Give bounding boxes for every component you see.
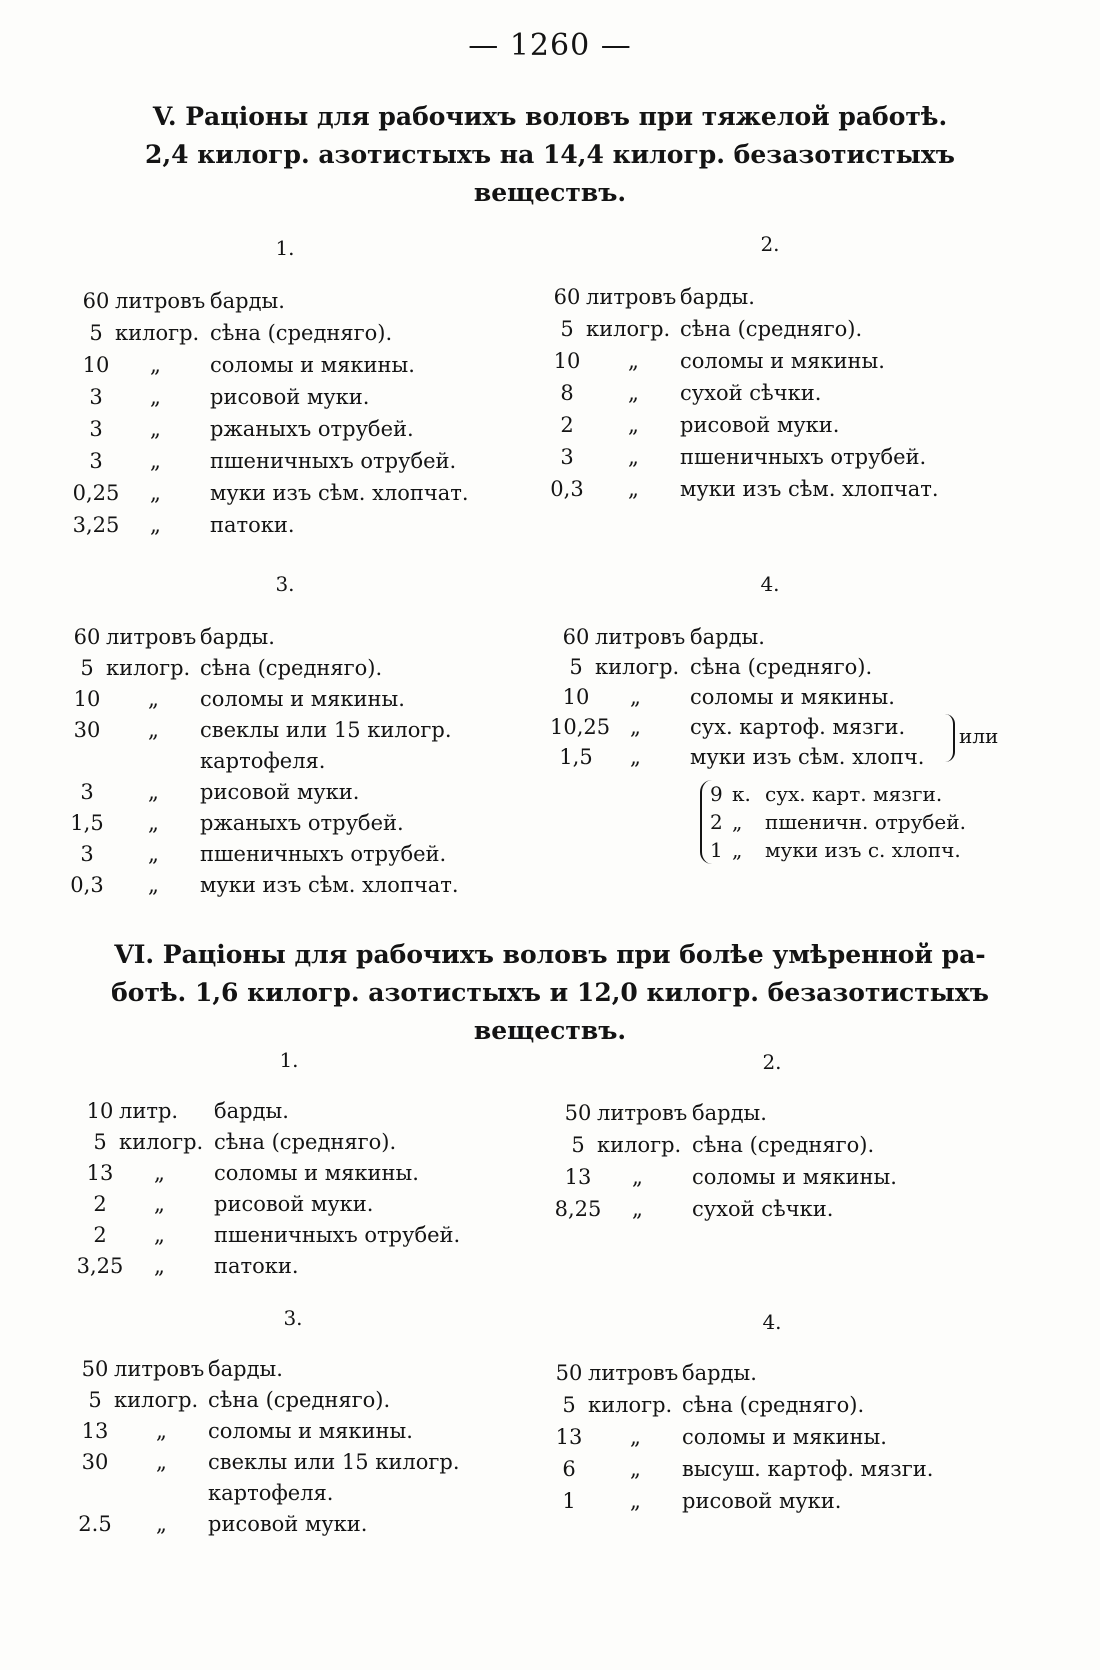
quantity: 3	[80, 842, 94, 866]
ration-line	[70, 350, 520, 380]
ingredient: картофеля.	[200, 749, 326, 773]
ration-line	[550, 712, 1010, 742]
ingredient: рисовой муки.	[682, 1489, 842, 1513]
ration-line	[70, 446, 520, 476]
section-5-title-line-1: V. Раціоны для рабочихъ воловъ при тяжелой работѣ.	[152, 102, 948, 131]
ingredient: пшеничныхъ отрубей.	[210, 449, 457, 473]
section-5-title-line-2: 2,4 килогр. азотистыхъ на 14,4 килогр. безазотистыхъ	[145, 140, 955, 169]
quantity: 0,25	[72, 481, 120, 505]
ration-line	[552, 1454, 1012, 1484]
ingredient: барды.	[200, 625, 275, 649]
unit: литр.	[119, 1099, 179, 1123]
unit: килогр.	[106, 656, 191, 680]
ration-line	[78, 1354, 528, 1384]
quantity: 60	[562, 625, 590, 649]
quantity: 5	[562, 1393, 576, 1417]
ingredient: пшеничн. отрубей.	[765, 810, 966, 834]
unit: литровъ	[588, 1361, 679, 1385]
ingredient: сухой сѣчки.	[692, 1197, 834, 1221]
ingredient: пшеничныхъ отрубей.	[214, 1223, 461, 1247]
ration-line	[74, 1189, 524, 1219]
ingredient: сѣна (средняго).	[690, 655, 873, 679]
quantity: 3	[89, 449, 103, 473]
ingredient: барды.	[682, 1361, 757, 1385]
quantity: 5	[93, 1130, 107, 1154]
or-label: или	[959, 724, 999, 748]
quantity: 13	[86, 1161, 114, 1185]
quantity: 30	[81, 1450, 109, 1474]
alternative-line	[710, 780, 1010, 808]
quantity: 1	[562, 1489, 576, 1513]
ingredient: рисовой муки.	[210, 385, 370, 409]
ration-line	[550, 410, 1010, 440]
ingredient: патоки.	[214, 1254, 299, 1278]
quantity: 2.5	[78, 1512, 112, 1536]
ration-line	[550, 742, 1010, 772]
quantity: 5	[569, 655, 583, 679]
ingredient: ржаныхъ отрубей.	[200, 811, 404, 835]
unit: литровъ	[106, 625, 197, 649]
quantity: 5	[571, 1133, 585, 1157]
ration-number: 2.	[762, 1050, 782, 1074]
ration-line	[70, 382, 520, 412]
ingredient: муки изъ сѣм. хлопчат.	[680, 477, 939, 501]
ingredient: сѣна (средняго).	[214, 1130, 397, 1154]
quantity: 9	[710, 782, 723, 806]
ingredient: рисовой муки.	[200, 780, 360, 804]
ration-line	[552, 1194, 1012, 1224]
quantity: 60	[82, 289, 110, 313]
ingredient: сѣна (средняго).	[210, 321, 393, 345]
ration-line	[552, 1422, 1012, 1452]
ingredient: барды.	[208, 1357, 283, 1381]
unit: „	[150, 449, 161, 473]
ingredient: сѣна (средняго).	[692, 1133, 875, 1157]
unit: литровъ	[595, 625, 686, 649]
ingredient: сѣна (средняго).	[208, 1388, 391, 1412]
quantity: 5	[88, 1388, 102, 1412]
unit: килогр.	[119, 1130, 204, 1154]
quantity: 10	[562, 685, 590, 709]
ingredient: муки изъ с. хлопч.	[765, 838, 961, 862]
unit: „	[156, 1450, 167, 1474]
ration-line	[70, 715, 520, 745]
alternative-mix	[700, 780, 1010, 864]
unit: килогр.	[588, 1393, 673, 1417]
ingredient: ржаныхъ отрубей.	[210, 417, 414, 441]
ration-number: 3.	[283, 1306, 303, 1330]
quantity: 10	[73, 687, 101, 711]
ration-number: 4.	[762, 1310, 782, 1334]
unit: „	[732, 838, 743, 862]
quantity: 2	[93, 1192, 107, 1216]
quantity: 10	[82, 353, 110, 377]
ration-line	[74, 1127, 524, 1157]
ingredient: рисовой муки.	[208, 1512, 368, 1536]
unit: килогр.	[586, 317, 671, 341]
ingredient: соломы и мякины.	[680, 349, 885, 373]
unit: к.	[732, 782, 751, 806]
quantity: 3	[80, 780, 94, 804]
quantity: 10	[86, 1099, 114, 1123]
unit: килогр.	[597, 1133, 682, 1157]
ingredient: свеклы или 15 килогр.	[208, 1450, 460, 1474]
ingredient: рисовой муки.	[680, 413, 840, 437]
ingredient: барды.	[692, 1101, 767, 1125]
ingredient: соломы и мякины.	[208, 1419, 413, 1443]
quantity: 3	[89, 385, 103, 409]
quantity: 3	[89, 417, 103, 441]
unit: „	[150, 417, 161, 441]
ration-line	[550, 314, 1010, 344]
unit: „	[154, 1254, 165, 1278]
ingredient: соломы и мякины.	[214, 1161, 419, 1185]
ingredient: высуш. картоф. мязги.	[682, 1457, 934, 1481]
ration-line	[70, 653, 520, 683]
section5-ration-1	[70, 236, 520, 596]
ingredient: свеклы или 15 килогр.	[200, 718, 452, 742]
quantity: 10,25	[550, 715, 611, 739]
section5-ration-4	[550, 572, 1010, 932]
quantity: 2	[560, 413, 574, 437]
unit: „	[148, 780, 159, 804]
ration-line	[70, 318, 520, 348]
ingredient: пшеничныхъ отрубей.	[680, 445, 927, 469]
quantity: 8,25	[554, 1197, 602, 1221]
ingredient: соломы и мякины.	[692, 1165, 897, 1189]
ration-line	[74, 1220, 524, 1250]
ration-line	[552, 1486, 1012, 1516]
ration-line	[78, 1478, 528, 1508]
ingredient: сѣна (средняго).	[682, 1393, 865, 1417]
quantity: 60	[553, 285, 581, 309]
unit: „	[630, 1489, 641, 1513]
unit: литровъ	[114, 1357, 205, 1381]
ration-line	[550, 622, 1010, 652]
ingredient: сух. карт. мязги.	[765, 782, 943, 806]
quantity: 5	[560, 317, 574, 341]
ration-line	[550, 474, 1010, 504]
quantity: 10	[553, 349, 581, 373]
ration-line	[550, 346, 1010, 376]
quantity: 50	[555, 1361, 583, 1385]
ration-line	[74, 1096, 524, 1126]
ration-line	[552, 1098, 1012, 1128]
quantity: 2	[710, 810, 723, 834]
ration-line	[552, 1162, 1012, 1192]
unit: „	[150, 353, 161, 377]
unit: „	[150, 481, 161, 505]
quantity: 3	[560, 445, 574, 469]
ration-line	[550, 652, 1010, 682]
quantity: 0,3	[70, 873, 104, 897]
unit: „	[628, 445, 639, 469]
unit: „	[632, 1165, 643, 1189]
unit: „	[630, 715, 641, 739]
brace-mark	[945, 714, 955, 762]
ration-line	[78, 1416, 528, 1446]
quantity: 13	[555, 1425, 583, 1449]
section6-ration-3	[78, 1306, 528, 1666]
ingredient: муки изъ сѣм. хлопчат.	[210, 481, 469, 505]
ration-line	[70, 808, 520, 838]
ingredient: сухой сѣчки.	[680, 381, 822, 405]
quantity: 1,5	[70, 811, 104, 835]
ingredient: соломы и мякины.	[682, 1425, 887, 1449]
alternative-line	[710, 836, 1010, 864]
ration-line	[70, 414, 520, 444]
unit: килогр.	[595, 655, 680, 679]
ration-line	[70, 777, 520, 807]
unit: „	[154, 1192, 165, 1216]
unit: „	[148, 811, 159, 835]
ingredient: картофеля.	[208, 1481, 334, 1505]
ingredient: муки изъ сѣм. хлопч.	[690, 745, 925, 769]
ration-line	[78, 1509, 528, 1539]
ingredient: сѣна (средняго).	[200, 656, 383, 680]
ration-number: 2.	[760, 232, 780, 256]
quantity: 60	[73, 625, 101, 649]
ration-number: 1.	[275, 236, 295, 260]
ration-line	[74, 1158, 524, 1188]
ration-line	[70, 622, 520, 652]
section-6-title-line-3: веществъ.	[473, 1016, 627, 1045]
ration-line	[550, 442, 1010, 472]
quantity: 13	[81, 1419, 109, 1443]
unit: „	[632, 1197, 643, 1221]
quantity: 3,25	[76, 1254, 124, 1278]
unit: „	[628, 349, 639, 373]
unit: „	[628, 477, 639, 501]
unit: „	[156, 1419, 167, 1443]
ration-line	[550, 378, 1010, 408]
unit: литровъ	[115, 289, 206, 313]
ration-line	[74, 1251, 524, 1281]
quantity: 30	[73, 718, 101, 742]
ration-line	[78, 1385, 528, 1415]
ration-number: 3.	[275, 572, 295, 596]
ration-line	[552, 1358, 1012, 1388]
unit: „	[630, 745, 641, 769]
ration-number: 4.	[760, 572, 780, 596]
section5-ration-3	[70, 572, 520, 932]
quantity: 6	[562, 1457, 576, 1481]
quantity: 0,3	[550, 477, 584, 501]
ingredient: соломы и мякины.	[690, 685, 895, 709]
quantity: 50	[564, 1101, 592, 1125]
ingredient: барды.	[680, 285, 755, 309]
unit: килогр.	[115, 321, 200, 345]
quantity: 3,25	[72, 513, 120, 537]
ingredient: соломы и мякины.	[200, 687, 405, 711]
unit: литровъ	[597, 1101, 688, 1125]
unit: „	[630, 1457, 641, 1481]
ration-line	[70, 478, 520, 508]
unit: килогр.	[114, 1388, 199, 1412]
quantity: 5	[89, 321, 103, 345]
ingredient: барды.	[214, 1099, 289, 1123]
unit: „	[148, 873, 159, 897]
page-number: — 1260 —	[468, 28, 632, 63]
unit: „	[628, 381, 639, 405]
section-6-title-line-2: ботѣ. 1,6 килогр. азотистыхъ и 12,0 килогр. безазотистыхъ	[111, 978, 989, 1007]
ingredient: муки изъ сѣм. хлопчат.	[200, 873, 459, 897]
unit: „	[732, 810, 743, 834]
unit: „	[150, 385, 161, 409]
unit: литровъ	[586, 285, 677, 309]
unit: „	[150, 513, 161, 537]
unit: „	[148, 718, 159, 742]
quantity: 13	[564, 1165, 592, 1189]
ration-line	[70, 684, 520, 714]
unit: „	[156, 1512, 167, 1536]
quantity: 1,5	[559, 745, 593, 769]
quantity: 1	[710, 838, 723, 862]
ration-line	[70, 286, 520, 316]
ingredient: патоки.	[210, 513, 295, 537]
ration-line	[552, 1390, 1012, 1420]
ingredient: пшеничныхъ отрубей.	[200, 842, 447, 866]
ration-line	[70, 870, 520, 900]
ration-line	[70, 746, 520, 776]
quantity: 5	[80, 656, 94, 680]
quantity: 2	[93, 1223, 107, 1247]
unit: „	[154, 1161, 165, 1185]
ration-line	[70, 839, 520, 869]
ration-line	[70, 510, 520, 540]
ration-number: 1.	[279, 1048, 299, 1072]
ingredient: соломы и мякины.	[210, 353, 415, 377]
ingredient: сѣна (средняго).	[680, 317, 863, 341]
section-5-title-line-3: веществъ.	[473, 178, 627, 207]
unit: „	[148, 687, 159, 711]
ingredient: рисовой муки.	[214, 1192, 374, 1216]
unit: „	[148, 842, 159, 866]
ration-line	[550, 282, 1010, 312]
ration-line	[78, 1447, 528, 1477]
section5-ration-2	[550, 232, 1010, 592]
ingredient: сух. картоф. мязги.	[690, 715, 906, 739]
unit: „	[154, 1223, 165, 1247]
section-6-title-line-1: VI. Раціоны для рабочихъ воловъ при болѣе умѣренной ра-	[114, 940, 986, 969]
ration-line	[550, 682, 1010, 712]
unit: „	[628, 413, 639, 437]
unit: „	[630, 685, 641, 709]
quantity: 8	[560, 381, 574, 405]
ingredient: барды.	[210, 289, 285, 313]
alternative-line	[710, 808, 1010, 836]
ingredient: барды.	[690, 625, 765, 649]
section6-ration-4	[552, 1310, 1012, 1670]
ration-line	[552, 1130, 1012, 1160]
quantity: 50	[81, 1357, 109, 1381]
unit: „	[630, 1425, 641, 1449]
